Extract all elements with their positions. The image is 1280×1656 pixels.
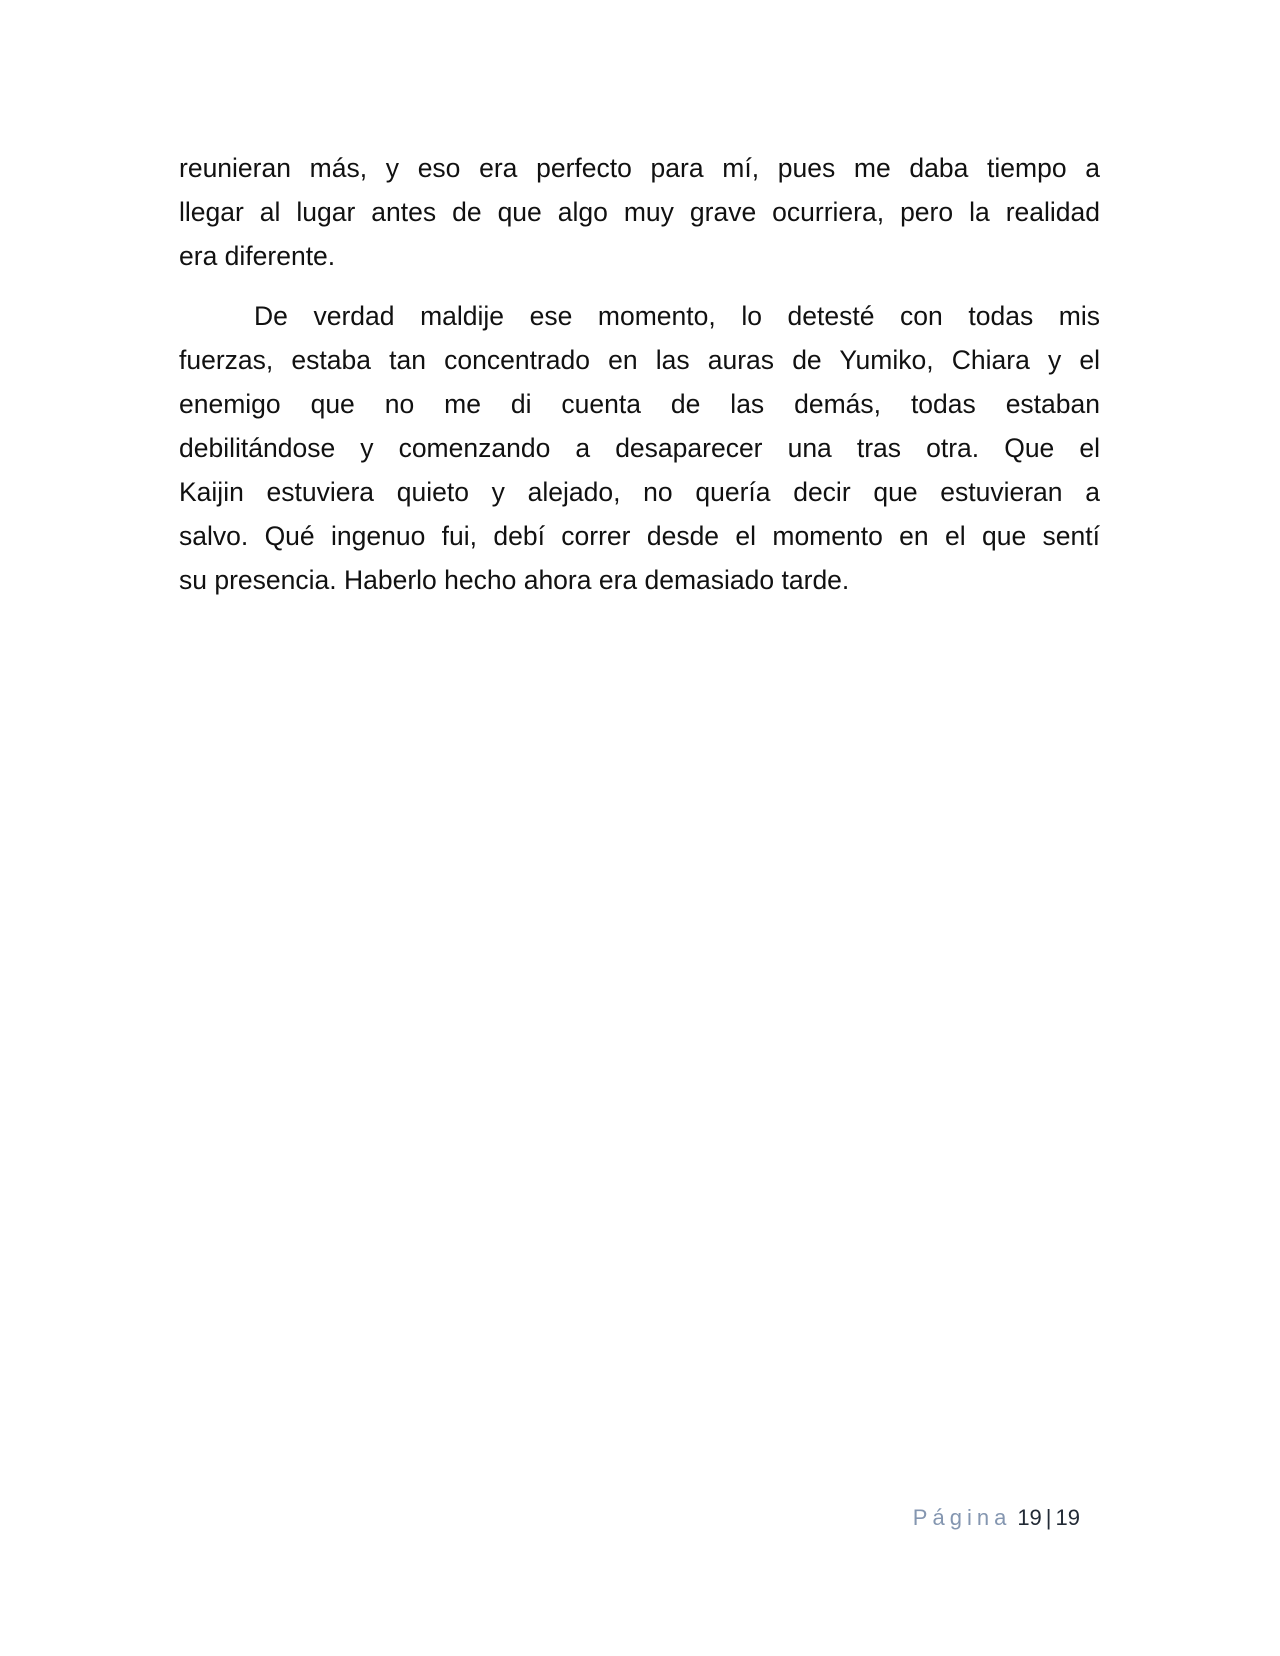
text-line: era diferente.: [179, 241, 336, 271]
text-line: debilitándose y comenzando a desaparecer una tras otra. Que el: [179, 433, 1100, 463]
text-line: reunieran más, y eso era perfecto para mí, pues me daba tiempo a: [179, 153, 1100, 183]
total-pages-number: 19: [1055, 1505, 1080, 1530]
text-line: enemigo que no me di cuenta de las demás, todas estaban: [179, 389, 1100, 419]
current-page-number: 19: [1017, 1505, 1042, 1530]
paragraph-2: [179, 294, 1100, 602]
text-line: Kaijin estuviera quieto y alejado, no quería decir que estuvieran a: [179, 477, 1100, 507]
page-label: Página: [912, 1505, 1012, 1530]
body-text: [179, 146, 1100, 602]
paragraph-1: [179, 146, 1100, 278]
text-line: salvo. Qué ingenuo fui, debí correr desde el momento en el que sentí: [179, 521, 1100, 551]
text-line: fuerzas, estaba tan concentrado en las auras de Yumiko, Chiara y el: [179, 345, 1100, 375]
page-footer: [880, 1505, 1080, 1531]
text-line: llegar al lugar antes de que algo muy grave ocurriera, pero la realidad: [179, 197, 1100, 227]
text-line: De verdad maldije ese momento, lo detesté con todas mis: [254, 301, 1100, 331]
page-separator: |: [1045, 1505, 1052, 1530]
text-line: su presencia. Haberlo hecho ahora era demasiado tarde.: [179, 565, 850, 595]
